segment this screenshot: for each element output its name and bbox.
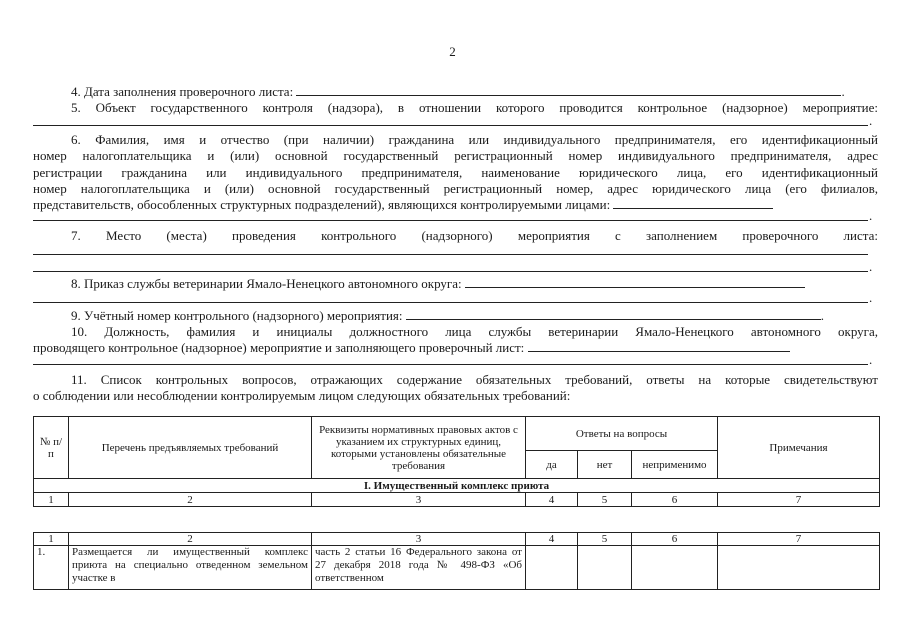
col-number-5: 5 (578, 493, 632, 507)
item-11-line-2: о соблюдении или несоблюдении контролируемым лицом следующих обязательных требований: (33, 388, 571, 403)
column-number-row-repeat (34, 533, 880, 546)
controlled-person-fill-line-2[interactable] (33, 220, 868, 221)
item-11-line-1: 11. Список контрольных вопросов, отражающих содержание обязательных требований, ответы на которые свидетельствуют (71, 372, 878, 387)
header-num: № п/п (34, 417, 69, 479)
item-9-label: 9. Учётный номер контрольного (надзорного) мероприятия: (71, 308, 403, 323)
item-6-line-1: 6. Фамилия, имя и отчество (при наличии) гражданина или индивидуального предпринимателя, его идентификационный (71, 132, 878, 147)
item-6-line-5: представительств, обособленных структурных подразделений), являющихся контролируемыми лицами: (33, 197, 611, 212)
page-number: 2 (449, 44, 456, 59)
answer-yes-cell[interactable] (526, 546, 578, 590)
row-act: часть 2 статьи 16 Федерального закона от 27 декабря 2018 года № 498-ФЗ «Об ответственном (312, 546, 526, 590)
place-fill-line-2[interactable] (33, 271, 868, 272)
item-6-line-5-wrap (33, 197, 878, 213)
answer-no-cell[interactable] (578, 546, 632, 590)
requirements-table-header (33, 416, 880, 507)
record-number-fill-line[interactable] (406, 308, 821, 320)
order-fill-line-2[interactable] (33, 302, 868, 303)
header-answers: Ответы на вопросы (526, 417, 718, 451)
item-10-line-1: 10. Должность, фамилия и инициалы должностного лица службы ветеринарии Ямало-Ненецкого автономного округа, (71, 324, 878, 339)
item-10-line-2-wrap (33, 340, 878, 356)
col-number-7: 7 (718, 493, 880, 507)
header-notes: Примечания (718, 417, 880, 479)
col-number-1: 1 (34, 533, 69, 546)
item-8 (33, 276, 878, 292)
item-6-line-3: регистрации гражданина или индивидуального предпринимателя, наименование юридического лица, его идентификационный (33, 165, 878, 180)
header-acts: Реквизиты нормативных правовых актов с указанием их структурных единиц, которыми установлены обязательные требования (312, 417, 526, 479)
official-fill-line-2[interactable] (33, 364, 868, 365)
answer-na-cell[interactable] (632, 546, 718, 590)
item-5-label: 5. Объект государственного контроля (надзора), в отношении которого проводится контрольное (надзорное) мероприятие: (71, 100, 878, 115)
col-number-6: 6 (632, 533, 718, 546)
header-requirements: Перечень предъявляемых требований (69, 417, 312, 479)
col-number-4: 4 (526, 533, 578, 546)
table-row (34, 546, 880, 590)
item-8-label: 8. Приказ службы ветеринарии Ямало-Ненецкого автономного округа: (71, 276, 462, 291)
row-requirement: Размещается ли имущественный комплекс приюта на специально отведенном земельном участке в (69, 546, 312, 590)
col-number-4: 4 (526, 493, 578, 507)
section-title: I. Имущественный комплекс приюта (34, 479, 880, 493)
item-4-label: 4. Дата заполнения проверочного листа: (71, 84, 294, 99)
col-number-3: 3 (312, 493, 526, 507)
controlled-person-fill-line[interactable] (613, 197, 773, 209)
header-no: нет (578, 451, 632, 479)
col-number-2: 2 (69, 493, 312, 507)
row-num: 1. (34, 546, 69, 590)
date-fill-line[interactable] (296, 84, 841, 96)
col-number-3: 3 (312, 533, 526, 546)
col-number-5: 5 (578, 533, 632, 546)
header-yes: да (526, 451, 578, 479)
official-fill-line[interactable] (528, 340, 790, 352)
col-number-7: 7 (718, 533, 880, 546)
item-4: 4. Дата заполнения проверочного листа: . (71, 84, 845, 99)
item-9: 9. Учётный номер контрольного (надзорного) мероприятия: . (71, 308, 825, 323)
object-fill-line[interactable] (33, 125, 868, 126)
item-7-label: 7. Место (места) проведения контрольного (надзорного) мероприятия с заполнением проверочного листа: (71, 228, 878, 243)
item-10-line-2: проводящего контрольное (надзорное) мероприятие и заполняющего проверочный лист: (33, 340, 525, 355)
col-number-1: 1 (34, 493, 69, 507)
col-number-2: 2 (69, 533, 312, 546)
item-6-line-4: номер налогоплательщика и (или) основной государственный регистрационный номер, адрес юридического лица (его филиалов, (33, 181, 878, 196)
notes-cell[interactable] (718, 546, 880, 590)
column-number-row (34, 493, 880, 507)
order-fill-line[interactable] (465, 276, 805, 288)
item-6-line-2: номер налогоплательщика и (или) основной государственный регистрационный номер индивидуального предпринимателя, адрес (33, 148, 878, 163)
col-number-6: 6 (632, 493, 718, 507)
place-fill-line-1[interactable] (33, 254, 868, 255)
header-na: неприменимо (632, 451, 718, 479)
requirements-table-body (33, 532, 880, 590)
